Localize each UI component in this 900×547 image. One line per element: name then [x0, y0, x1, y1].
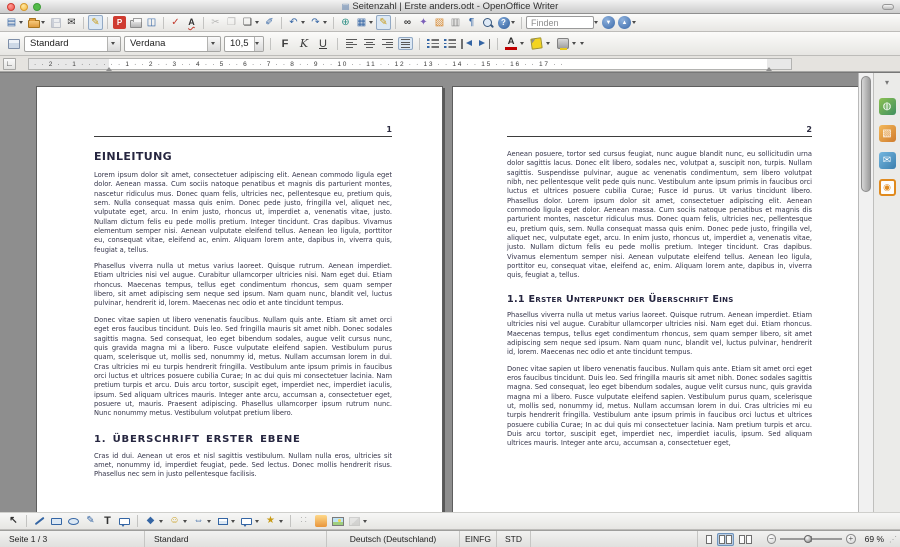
right-side-toolbar: [873, 73, 900, 512]
block-arrows-dropdown[interactable]: [207, 520, 211, 523]
paragraph: Aenean posuere, tortor sed cursus feugiat, nunc augue blandit nunc, eu sollicitudin urna dolor sagittis lacus. Donec elit libero, sodales nec, volutpat a, suscipit non, turpis. Nullam sagittis. Suspendisse pulvinar, augue ac venenatis condimentum, sem libero volutpat nibh, nec pellentesque velit pede quis nunc. Vestibulum ante ipsum primis in faucibus orci luctus et ultrices posuere cubilia Curae; Fusce id purus. Ut varius tincidunt libero. Phasellus dolor. Lorem ipsum dolor sit amet, consectetuer adipiscing elit. Aenean commodo ligula eget dolor. Aenean massa. Cum sociis natoque penatibus et magnis dis parturient montes, nascetur ridiculus mus. Donec quam felis, ultricies nec, pellentesque eu, pretium quis, sem. Nulla consequat massa quis enim. Donec pede justo, fringilla vel, aliquet nec, vulputate eget, arcu. In enim justo, rhoncus ut, imperdiet a, venenatis vitae, justo. Nullam dictum felis eu pede mollis pretium. Integer tincidunt. Cras dapibus. Vivamus elementum semper nisi. Aenean vulputate eleifend tellus. Aenean leo ligula, porttitor eu, consequat vitae, eleifend ac, enim. Aliquam lorem ante, dapibus in, viverra quis, feugiat a, tellus.: [507, 150, 812, 280]
insert-image-button[interactable]: [330, 514, 345, 529]
toolbar-separator: [107, 17, 108, 29]
page-style-text: Standard: [154, 534, 189, 544]
data-sources-button[interactable]: ▥: [450, 16, 461, 28]
page-number: 2: [806, 125, 812, 134]
ellipse-tool-button[interactable]: [66, 514, 81, 529]
rectangle-icon: [51, 518, 62, 525]
align-justify-button[interactable]: [398, 37, 413, 50]
statusbar-filler: [531, 531, 697, 547]
zoom-slider-thumb[interactable]: [804, 535, 813, 544]
line-tool-button[interactable]: [32, 514, 47, 529]
page-header: [507, 125, 812, 137]
line-icon: [35, 517, 45, 525]
tab-stop-selector[interactable]: ∟: [3, 58, 16, 70]
font-color-button[interactable]: [504, 37, 518, 51]
font-size-select[interactable]: [224, 36, 264, 52]
horizontal-ruler[interactable]: [28, 58, 792, 70]
increase-indent-button[interactable]: [477, 38, 491, 50]
highlighting-dropdown[interactable]: [546, 42, 550, 45]
chevron-down-icon: [111, 42, 115, 45]
titlebar: [0, 0, 900, 14]
page-indicator[interactable]: [0, 531, 145, 547]
save-button[interactable]: [48, 15, 63, 30]
flowchart-icon: [218, 518, 228, 525]
toolbar-separator: [419, 38, 420, 50]
pdf-icon: P: [113, 16, 126, 29]
page-number: 1: [386, 125, 392, 134]
paragraph: Lorem ipsum dolor sit amet, consectetuer adipiscing elit. Aenean commodo ligula eget dolor. Aenean massa. Cum sociis natoque penatibus et magnis dis parturient montes, nascetur ridiculus mus. Donec quam felis, ultricies nec, pellentesque eu, pretium quis, sem. Nulla consequat massa quis enim. Donec pede justo, fringilla vel, aliquet nec, vulputate eget, arcu. In enim justo, rhoncus ut, imperdiet a, venenatis vitae, justo. Nullam dictum felis eu pede mollis pretium. Integer tincidunt. Cras dapibus. Vivamus elementum semper nisi. Aenean vulputate eleifend tellus. Aenean leo ligula, porttitor eu, consequat vitae, eleifend ac, enim. Aliquam lorem ante, dapibus in, viverra quis, feugiat a, tellus.: [94, 171, 392, 254]
standard-toolbar: [0, 14, 900, 32]
callouts-icon: [241, 518, 252, 525]
view-single-page-button[interactable]: [705, 534, 713, 545]
paragraph: Donec vitae sapien ut libero venenatis faucibus. Nullam quis ante. Etiam sit amet orci eget eros faucibus tincidunt. Duis leo. Sed fringilla mauris sit amet nibh. Donec sodales sagittis magna. Sed consequat, leo eget bibendum sodales, augue velit cursus nunc, quis gravida magna mi a libero. Fusce vulputate eleifend sapien. Vestibulum purus quam, scelerisque ut, mollis sed, nonummy id, metus. Nullam accumsan lorem in dui. Cras ultricies mi eu turpis hendrerit fringilla. Vestibulum ante ipsum primis in faucibus orci luctus et ultrices posuere cubilia Curae; In ac dui quis mi consectetuer lacinia. Nam pretium turpis et arcu. Duis arcu tortor, suscipit eget, imperdiet nec, imperdiet iaculis, ipsum. Sed aliquam ultrices mauris. Integer ante arcu, accumsan a, consectetuer eget,: [507, 364, 812, 448]
selection-mode-text: STD: [505, 534, 522, 544]
flowchart-button[interactable]: [215, 514, 230, 529]
font-color-dropdown[interactable]: [520, 42, 524, 45]
language-text: Deutsch (Deutschland): [349, 534, 437, 544]
heading-ueberschrift-1: 1. ÜBERSCHRIFT ERSTER EBENE: [94, 433, 301, 445]
formatting-toolbar-options-dropdown[interactable]: [580, 42, 584, 45]
font-color-swatch: [505, 47, 517, 50]
find-input[interactable]: [526, 16, 594, 29]
ellipse-icon: [68, 518, 79, 525]
freeform-line-button[interactable]: ✎: [86, 515, 95, 526]
font-size-dropdown[interactable]: [254, 37, 264, 51]
callouts-dropdown[interactable]: [255, 520, 259, 523]
underline-button[interactable]: U: [319, 37, 327, 50]
callout-icon: [119, 518, 130, 525]
drawing-toolbar: [0, 512, 900, 530]
ruler-marks: · · 2 · · 1 · · · · · · 1 · · 2 · · 3 · · 4 · · 5 · · 6 · · 7 · · 8 · · 9 · · 10 · · 11 · · 12 · · 13 · · 14 · · 15 · · 16 · · 17 · ·: [34, 60, 565, 68]
toolbar-separator: [270, 38, 271, 50]
document-icon: ▤: [341, 2, 350, 11]
vertical-scrollbar[interactable]: [858, 73, 873, 512]
paragraph-style-dropdown[interactable]: [107, 37, 120, 51]
table-button[interactable]: ▦: [356, 16, 367, 28]
paragraph: Cras id dui. Aenean ut eros et nisl sagittis vestibulum. Nullam nulla eros, ultricies sit amet, nonummy id, imperdiet feugiat, pede. Sed lectus. Donec mollis hendrerit risus. Phasellus nec sem in justo pellentesque facilisis.: [94, 451, 392, 479]
spellcheck-button[interactable]: ✓: [171, 16, 180, 28]
zoom-slider: [760, 534, 863, 544]
bullet-list-button[interactable]: [443, 38, 457, 50]
toolbar-toggle-button[interactable]: [882, 4, 894, 10]
numbered-list-button[interactable]: [426, 38, 440, 50]
flowchart-dropdown[interactable]: [231, 520, 235, 523]
background-color-button[interactable]: [555, 36, 570, 51]
callouts-button[interactable]: [239, 514, 254, 529]
window-title-text: Seitenzahl | Erste anders.odt - OpenOffice Writer: [352, 1, 559, 12]
cut-button[interactable]: ✂: [211, 16, 220, 28]
toolbar-separator: [521, 17, 522, 29]
font-name-select[interactable]: [124, 36, 221, 52]
page-preview-button[interactable]: ◫: [146, 16, 157, 28]
styles-panel-icon: [8, 39, 20, 49]
font-color-letter: A: [507, 35, 515, 47]
edit-file-button[interactable]: ✎: [88, 15, 103, 30]
redo-dropdown[interactable]: [323, 21, 327, 24]
extrusion-icon: [349, 517, 360, 526]
view-layout-group: [697, 531, 760, 547]
folder-icon: [28, 20, 40, 28]
font-name-value: Verdana: [130, 37, 166, 49]
insert-mode-text: EINFG: [465, 534, 491, 544]
draw-functions-button[interactable]: ✎: [376, 15, 391, 30]
gallery-icon[interactable]: ▧: [879, 125, 896, 142]
page-1[interactable]: [36, 86, 443, 512]
document-area[interactable]: [0, 73, 858, 512]
paint-can-icon: [557, 38, 569, 49]
print-button[interactable]: [128, 15, 143, 30]
table-dropdown[interactable]: [369, 21, 373, 24]
basic-shapes-button[interactable]: ◆: [146, 515, 155, 526]
drawing-toolbar-options-dropdown[interactable]: [363, 520, 367, 523]
heading-einleitung: EINLEITUNG: [94, 150, 173, 163]
chevron-down-icon: [211, 42, 215, 45]
symbol-shapes-dropdown[interactable]: [183, 520, 187, 523]
align-left-button[interactable]: [344, 37, 359, 50]
toolbar-separator: [333, 17, 334, 29]
background-color-dropdown[interactable]: [572, 42, 576, 45]
find-toolbar-options-dropdown[interactable]: [632, 21, 636, 24]
symbol-shapes-button[interactable]: ☺: [169, 515, 180, 526]
workspace: [0, 72, 900, 512]
navigator-button[interactable]: ✦: [419, 16, 428, 28]
page-style-indicator[interactable]: [145, 531, 327, 547]
page-2[interactable]: [452, 86, 858, 512]
nonprinting-characters-button[interactable]: ¶: [468, 16, 475, 28]
auto-spellcheck-button[interactable]: A: [188, 17, 195, 27]
text-tool-button[interactable]: T: [104, 514, 111, 527]
page-header: [94, 125, 392, 137]
toolbar-separator: [281, 17, 282, 29]
hyperlink-button[interactable]: ⊕: [341, 16, 350, 28]
paragraph: Donec vitae sapien ut libero venenatis faucibus. Nullam quis ante. Etiam sit amet orci eget eros faucibus tincidunt. Duis leo. Sed fringilla mauris sit amet nibh. Donec sodales sagittis magna. Sed consequat, leo eget bibendum sodales, augue velit cursus nunc, quis gravida magna mi a libero. Fusce vulputate eleifend sapien. Vestibulum purus quam, scelerisque ut, mollis sed, nonummy id, metus. Nullam accumsan lorem in dui. Cras ultricies mi eu turpis hendrerit fringilla. Vestibulum ante ipsum primis in faucibus orci luctus et ultrices posuere cubilia Curae; In ac dui quis mi consectetuer lacinia. Nam pretium turpis et arcu. Duis arcu tortor, suscipit eget, imperdiet nec, imperdiet iaculis, ipsum. Sed aliquam ultrices mauris. Integer ante arcu, accumsan a, consectetuer eget, posuere ut, mauris. Praesent adipiscing. Phasellus ullamcorper ipsum rutrum nunc. Nunc nonummy metus. Vestibulum volutpat pretium libero.: [94, 315, 392, 418]
formatting-toolbar: [0, 32, 900, 56]
new-document-dropdown[interactable]: [19, 21, 23, 24]
italic-button[interactable]: K: [299, 37, 309, 50]
align-center-button[interactable]: [362, 37, 377, 50]
status-bar: [0, 530, 900, 547]
resize-grip[interactable]: ⋰: [889, 534, 897, 544]
highlighter-icon: [530, 37, 542, 49]
find-next-button[interactable]: [601, 15, 616, 30]
find-previous-button[interactable]: [617, 15, 632, 30]
indent-marker-right[interactable]: [766, 67, 772, 71]
extrusion-button[interactable]: [347, 514, 362, 529]
view-book-mode-button[interactable]: [738, 534, 753, 545]
new-document-button[interactable]: ▤: [6, 16, 17, 28]
fontwork-icon: [315, 515, 327, 527]
toolbar-separator: [83, 17, 84, 29]
zoom-percent[interactable]: 69 %: [864, 534, 884, 544]
select-tool-button[interactable]: ↖: [9, 515, 18, 526]
gallery-button[interactable]: ▧: [434, 16, 445, 28]
floppy-icon: [51, 18, 61, 28]
zoom-slider-track[interactable]: [780, 538, 842, 539]
toolbar-separator: [395, 17, 396, 29]
scrollbar-thumb[interactable]: [861, 76, 871, 192]
paste-button[interactable]: ❏: [243, 16, 252, 28]
stars-button[interactable]: ★: [266, 515, 275, 526]
help-icon: ?: [498, 17, 510, 29]
edit-points-button[interactable]: ∷: [300, 515, 307, 526]
paste-dropdown[interactable]: [255, 21, 259, 24]
heading-unterpunkt-1-1: 1.1 Erster Unterpunkt der Überschrift Eins: [507, 293, 734, 305]
zoom-button[interactable]: [480, 15, 495, 30]
paragraph-style-value: Standard: [30, 37, 69, 49]
paragraph: Phasellus viverra nulla ut metus varius laoreet. Quisque rutrum. Aenean imperdiet. Etiam ultricies nisi vel augue. Curabitur ullamcorper ultricies nisi. Nam eget dui. Etiam rhoncus. Maecenas tempus, tellus eget condimentum rhoncus, sem quam semper libero, sit amet adipiscing sem neque sed ipsum. Nam quam nunc, blandit vel, luctus pulvinar, hendrerit id, lorem. Maecenas nec odio et ante tincidunt tempus.: [94, 262, 392, 308]
indent-marker-left[interactable]: [106, 67, 112, 71]
navigator-icon[interactable]: ◍: [879, 98, 896, 115]
align-right-button[interactable]: [380, 37, 395, 50]
format-paintbrush-button[interactable]: ✐: [265, 16, 274, 28]
undo-dropdown[interactable]: [301, 21, 305, 24]
picture-icon: [332, 517, 344, 526]
find-replace-button[interactable]: ∞: [403, 16, 412, 28]
fontwork-gallery-button[interactable]: [313, 514, 328, 529]
toolbar-separator: [497, 38, 498, 50]
toolbar-separator: [26, 515, 27, 527]
page-indicator-text: Seite 1 / 3: [9, 534, 48, 544]
window-title: [0, 1, 900, 12]
undo-button[interactable]: ↶: [289, 16, 298, 28]
toolbar-options-dropdown[interactable]: [511, 21, 515, 24]
copy-button[interactable]: ❐: [227, 16, 236, 28]
open-button[interactable]: [26, 15, 41, 30]
paragraph: Phasellus viverra nulla ut metus varius laoreet. Quisque rutrum. Aenean imperdiet. Etiam ultricies nisi vel augue. Curabitur ullamcorper ultricies nisi. Nam eget dui. Etiam rhoncus. Maecenas tempus, tellus eget condimentum rhoncus, sem quam semper libero, sit amet adipiscing sem neque sed ipsum. Nam quam nunc, blandit vel, luctus pulvinar, hendrerit id, lorem. Maecenas nec odio et ante tincidunt tempus.: [507, 310, 812, 357]
basic-shapes-dropdown[interactable]: [159, 520, 163, 523]
rectangle-tool-button[interactable]: [49, 514, 64, 529]
block-arrows-button[interactable]: ⇔: [193, 515, 204, 526]
arrow-down-icon: ▼: [602, 16, 615, 29]
email-button[interactable]: ✉: [67, 16, 76, 28]
traffic-lights: [7, 3, 41, 11]
bold-button[interactable]: F: [281, 37, 289, 50]
close-button[interactable]: [7, 3, 15, 11]
view-multiple-pages-button[interactable]: [717, 533, 734, 546]
printer-icon: [130, 20, 142, 28]
callout-tool-button[interactable]: [117, 514, 132, 529]
mail-merge-icon[interactable]: ✉: [879, 152, 896, 169]
styles-panel-button[interactable]: [6, 36, 21, 51]
paragraph-style-select[interactable]: [24, 36, 121, 52]
minimize-button[interactable]: [20, 3, 28, 11]
toolbar-separator: [137, 515, 138, 527]
find-input-dropdown[interactable]: [594, 21, 598, 24]
toolbar-separator: [203, 17, 204, 29]
side-toolbar-options-icon[interactable]: ▾: [884, 77, 889, 87]
zoom-out-button[interactable]: −: [767, 534, 777, 544]
insert-mode-indicator[interactable]: [460, 531, 497, 547]
zoom-window-button[interactable]: [33, 3, 41, 11]
ruler-row: [0, 56, 900, 72]
language-indicator[interactable]: [327, 531, 460, 547]
toolbar-separator: [290, 515, 291, 527]
help-button[interactable]: [496, 15, 511, 30]
toolbar-separator: [337, 38, 338, 50]
redo-button[interactable]: ↷: [311, 16, 320, 28]
zoom-in-button[interactable]: +: [846, 534, 856, 544]
arrow-up-icon: ▲: [618, 16, 631, 29]
toolbar-separator: [163, 17, 164, 29]
decrease-indent-button[interactable]: [460, 38, 474, 50]
chevron-down-icon: [255, 42, 259, 45]
stars-dropdown[interactable]: [279, 520, 283, 523]
media-player-icon[interactable]: ◉: [879, 179, 896, 196]
magnifier-icon: [482, 17, 494, 29]
export-pdf-button[interactable]: [112, 15, 127, 30]
font-name-dropdown[interactable]: [207, 37, 220, 51]
selection-mode-indicator[interactable]: [497, 531, 531, 547]
open-dropdown[interactable]: [41, 21, 45, 24]
font-size-value: 10,5: [230, 37, 249, 49]
highlighting-button[interactable]: [529, 36, 544, 51]
